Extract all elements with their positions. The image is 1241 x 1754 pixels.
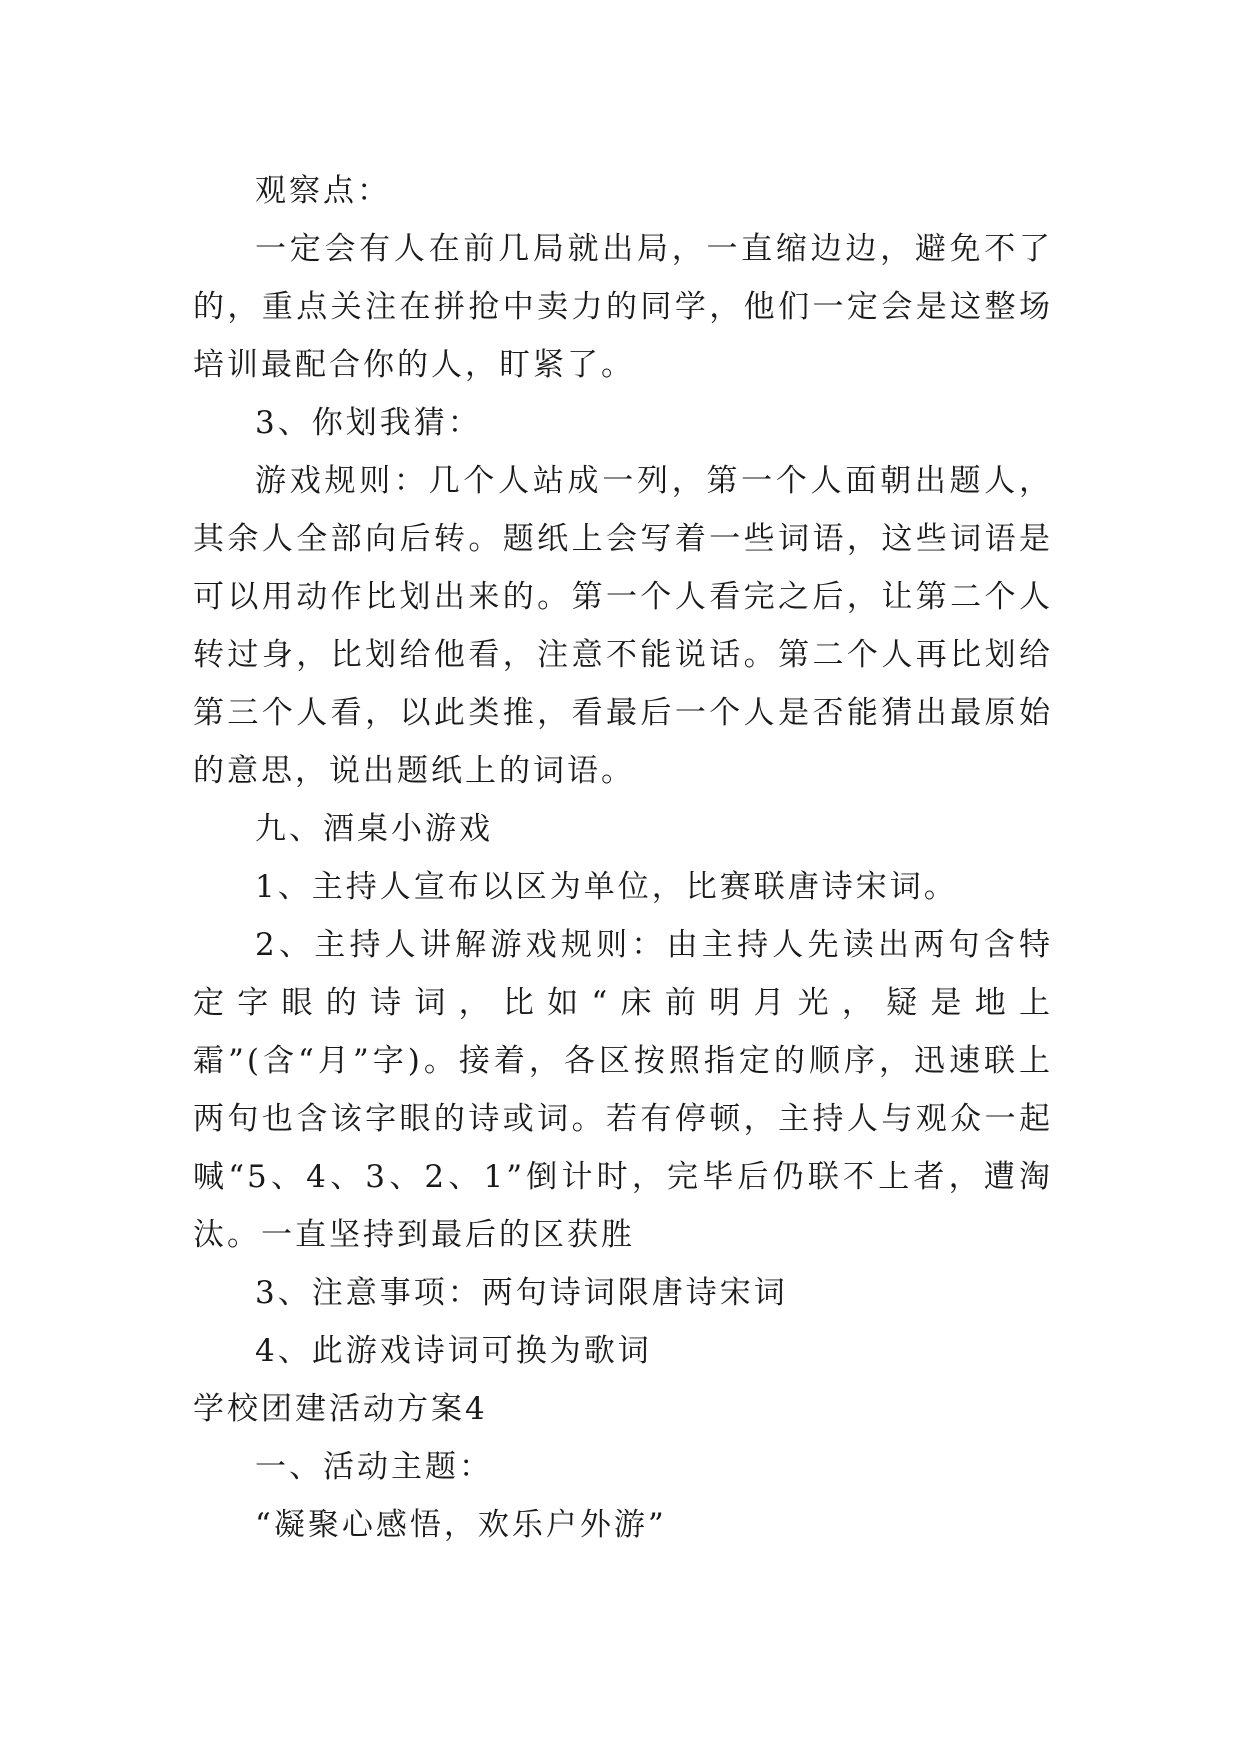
paragraph-item-4: 4、此游戏诗词可换为歌词 [255,1333,652,1369]
paragraph-theme-text: “凝聚心感悟，欢乐户外游” [255,1507,667,1543]
paragraph-item-3: 3、注意事项：两句诗词限唐诗宋词 [255,1275,788,1311]
document-title-4: 学校团建活动方案4 [193,1391,488,1427]
section-heading-theme: 一、活动主题： [255,1449,493,1485]
paragraph-observation-text: 一定会有人在前几局就出局，一直缩边边，避免不了的，重点关注在拼抢中卖力的同学，他们一定会是这整场培训最配合你的人，盯紧了。 [193,231,1053,383]
paragraph-game-3-title: 3、你划我猜： [255,405,482,441]
paragraph-item-1: 1、主持人宣布以区为单位，比赛联唐诗宋词。 [255,869,958,905]
paragraph-observation-label: 观察点： [255,173,391,209]
paragraph-item-2: 2、主持人讲解游戏规则：由主持人先读出两句含特定字眼的诗词，比如“床前明月光，疑是地上霜”(含“月”字)。接着，各区按照指定的顺序，迅速联上两句也含该字眼的诗或词。若有停顿，主持人与观众一起喊“5、4、3、2、1”倒计时，完毕后仍联不上者，遭淘汰。一直坚持到最后的区获胜 [193,927,1053,1253]
document-body [193,162,1053,1554]
section-heading-9: 九、酒桌小游戏 [255,811,493,847]
paragraph-game-3-rules: 游戏规则：几个人站成一列，第一个人面朝出题人，其余人全部向后转。题纸上会写着一些词语，这些词语是可以用动作比划出来的。第一个人看完之后，让第二个人转过身，比划给他看，注意不能说话。第二个人再比划给第三个人看，以此类推，看最后一个人是否能猜出最原始的意思，说出题纸上的词语。 [193,463,1053,789]
